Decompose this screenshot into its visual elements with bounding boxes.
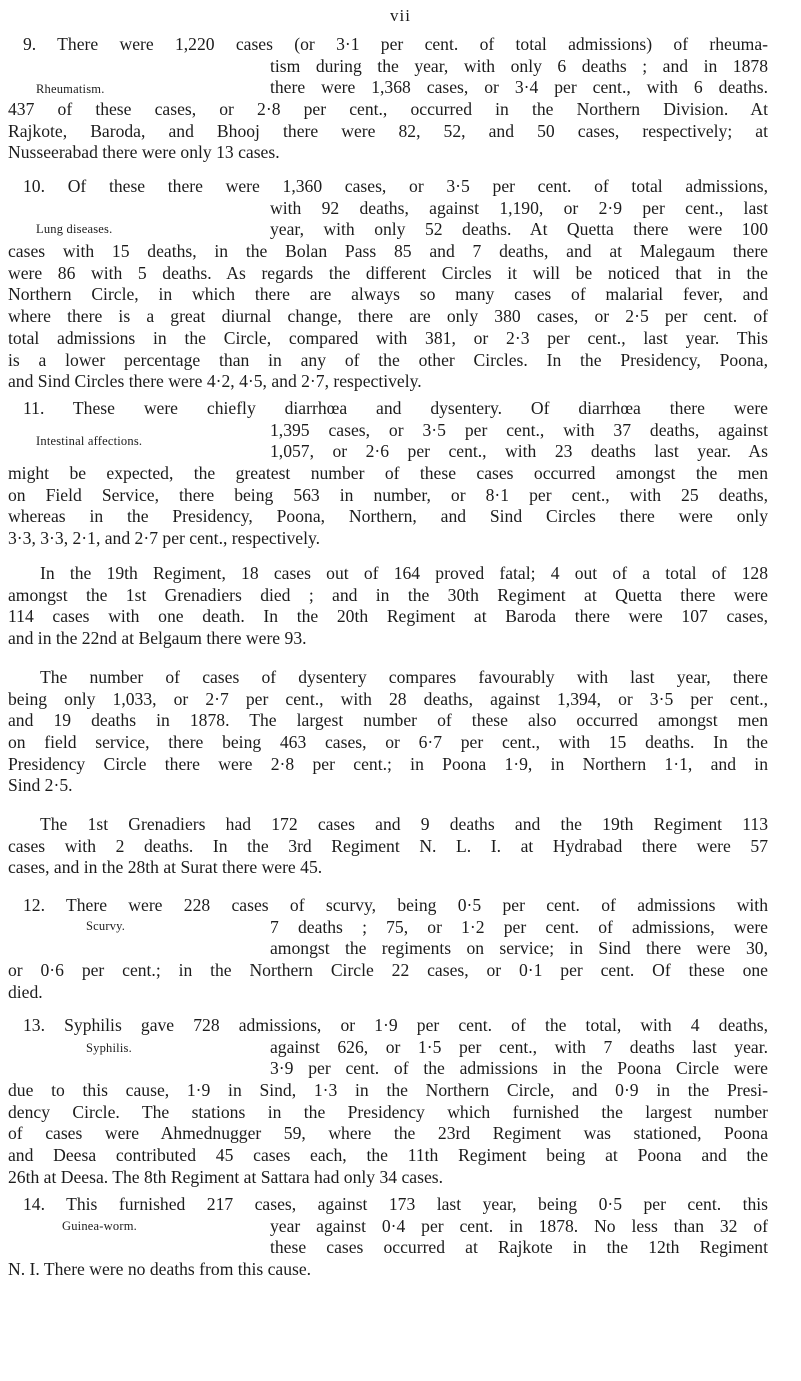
text-line: amongst the regiments on service; in Sind there were 30, xyxy=(270,938,768,959)
text-line: tism during the year, with only 6 deaths ; and in 1878 xyxy=(270,55,768,76)
text-line: N. I. There were no deaths from this cause. xyxy=(8,1259,312,1280)
text-line: there were 1,368 cases, or 3·4 per cent., with 6 deaths. xyxy=(270,77,768,98)
margin-note-lung-diseases: Lung diseases. xyxy=(36,222,113,236)
text-line: dency Circle. The stations in the Presidency which furnished the largest number xyxy=(8,1101,768,1122)
text-line: 1,057, or 2·6 per cent., with 23 deaths last year. As xyxy=(270,441,768,462)
text-line: Presidency Circle there were 2·8 per cent.; in Poona 1·9, in Northern 1·1, and in xyxy=(8,753,768,774)
text-line: and Sind Circles there were 4·2, 4·5, and 2·7, respectively. xyxy=(8,371,422,392)
text-line: on field service, there being 463 cases, or 6·7 per cent., with 15 deaths. In the xyxy=(8,732,768,753)
text-line: The 1st Grenadiers had 172 cases and 9 deaths and the 19th Regiment 113 xyxy=(40,814,768,834)
text-line: where there is a great diurnal change, there are only 380 cases, or 2·5 per cent. of xyxy=(8,306,768,327)
text-line: amongst the 1st Grenadiers died ; and in the 30th Regiment at Quetta there were xyxy=(8,584,768,605)
text-line: or 0·6 per cent.; in the Northern Circle 22 cases, or 0·1 per cent. Of these one xyxy=(8,960,768,981)
text-line: 12. There were 228 cases of scurvy, being 0·5 per cent. of admissions with xyxy=(23,895,768,915)
text-line: cases, and in the 28th at Surat there were 45. xyxy=(8,857,323,878)
text-line: The number of cases of dysentery compares favourably with last year, there xyxy=(40,667,768,687)
text-line: being only 1,033, or 2·7 per cent., with 28 deaths, against 1,394, or 3·5 per cent., xyxy=(8,688,768,709)
text-line: due to this cause, 1·9 in Sind, 1·3 in the Northern Circle, and 0·9 in the Presi- xyxy=(8,1080,768,1101)
text-line: is a lower percentage than in any of the other Circles. In the Presidency, Poona, xyxy=(8,349,768,370)
text-line: Rajkote, Baroda, and Bhooj there were 82, 52, and 50 cases, respectively; at xyxy=(8,120,768,141)
paragraph-10-lung-diseases xyxy=(8,176,768,393)
margin-note-guinea-worm: Guinea-worm. xyxy=(62,1219,137,1233)
text-line: Sind 2·5. xyxy=(8,775,73,796)
margin-note-rheumatism: Rheumatism. xyxy=(36,82,105,96)
text-line: with 92 deaths, against 1,190, or 2·9 per cent., last xyxy=(270,197,768,218)
text-line: 14. This furnished 217 cases, against 173 last year, being 0·5 per cent. this xyxy=(23,1194,768,1214)
paragraph-regiments xyxy=(8,563,768,650)
text-line: these cases occurred at Rajkote in the 12th Regiment xyxy=(270,1237,768,1258)
text-line: 7 deaths ; 75, or 1·2 per cent. of admissions, were xyxy=(270,916,768,937)
text-line: Northern Circle, in which there are always so many cases of malarial fever, and xyxy=(8,284,768,305)
paragraph-12-scurvy xyxy=(8,895,768,1003)
text-line: Nusseerabad there were only 13 cases. xyxy=(8,142,280,163)
paragraph-14-guinea-worm xyxy=(8,1194,768,1281)
text-line: 437 of these cases, or 2·8 per cent., occurred in the Northern Division. At xyxy=(8,99,768,120)
margin-note-intestinal-affections: Intestinal affections. xyxy=(36,434,143,448)
text-line: In the 19th Regiment, 18 cases out of 164 proved fatal; 4 out of a total of 128 xyxy=(40,563,768,583)
text-line: and 19 deaths in 1878. The largest number of these also occurred amongst men xyxy=(8,710,768,731)
text-line: on Field Service, there being 563 in number, or 8·1 per cent., with 25 deaths, xyxy=(8,484,768,505)
text-line: cases with 15 deaths, in the Bolan Pass 85 and 7 deaths, and at Malegaum there xyxy=(8,241,768,262)
text-line: 114 cases with one death. In the 20th Regiment at Baroda there were 107 cases, xyxy=(8,606,768,627)
text-line: cases with 2 deaths. In the 3rd Regiment N. L. I. at Hydrabad there were 57 xyxy=(8,835,768,856)
paragraph-11-intestinal-affections xyxy=(8,398,768,550)
text-line: 26th at Deesa. The 8th Regiment at Sattara had only 34 cases. xyxy=(8,1166,443,1187)
text-line: were 86 with 5 deaths. As regards the different Circles it will be noticed that in the xyxy=(8,262,768,283)
text-line: 1,395 cases, or 3·5 per cent., with 37 deaths, against xyxy=(270,419,768,440)
margin-note-syphilis: Syphilis. xyxy=(86,1041,132,1055)
paragraph-9-rheumatism xyxy=(8,34,768,164)
paragraph-dysentery xyxy=(8,667,768,797)
text-line: might be expected, the greatest number of these cases occurred amongst the men xyxy=(8,463,768,484)
text-line: and in the 22nd at Belgaum there were 93. xyxy=(8,628,307,649)
text-line: 10. Of these there were 1,360 cases, or 3·5 per cent. of total admissions, xyxy=(23,176,768,196)
text-line: year against 0·4 per cent. in 1878. No less than 32 of xyxy=(270,1215,768,1236)
text-line: of cases were Ahmednugger 59, where the 23rd Regiment was stationed, Poona xyxy=(8,1123,768,1144)
text-line: 3·3, 3·3, 2·1, and 2·7 per cent., respectively. xyxy=(8,528,321,549)
text-line: 13. Syphilis gave 728 admissions, or 1·9 per cent. of the total, with 4 deaths, xyxy=(23,1015,768,1035)
text-line: 3·9 per cent. of the admissions in the Poona Circle were xyxy=(270,1058,768,1079)
text-line: 11. These were chiefly diarrhœa and dysentery. Of diarrhœa there were xyxy=(23,398,768,418)
text-line: and Deesa contributed 45 cases each, the 11th Regiment being at Poona and the xyxy=(8,1145,768,1166)
margin-note-scurvy: Scurvy. xyxy=(86,919,126,933)
page-number: vii xyxy=(390,6,411,25)
text-line: 9. There were 1,220 cases (or 3·1 per cent. of total admissions) of rheuma- xyxy=(23,34,768,54)
text-line: against 626, or 1·5 per cent., with 7 deaths last year. xyxy=(270,1036,768,1057)
text-line: year, with only 52 deaths. At Quetta there were 100 xyxy=(270,219,768,240)
text-line: died. xyxy=(8,981,43,1002)
text-line: total admissions in the Circle, compared with 381, or 2·3 per cent., last year. This xyxy=(8,327,768,348)
paragraph-grenadiers xyxy=(8,814,768,879)
text-line: whereas in the Presidency, Poona, Northern, and Sind Circles there were only xyxy=(8,506,768,527)
